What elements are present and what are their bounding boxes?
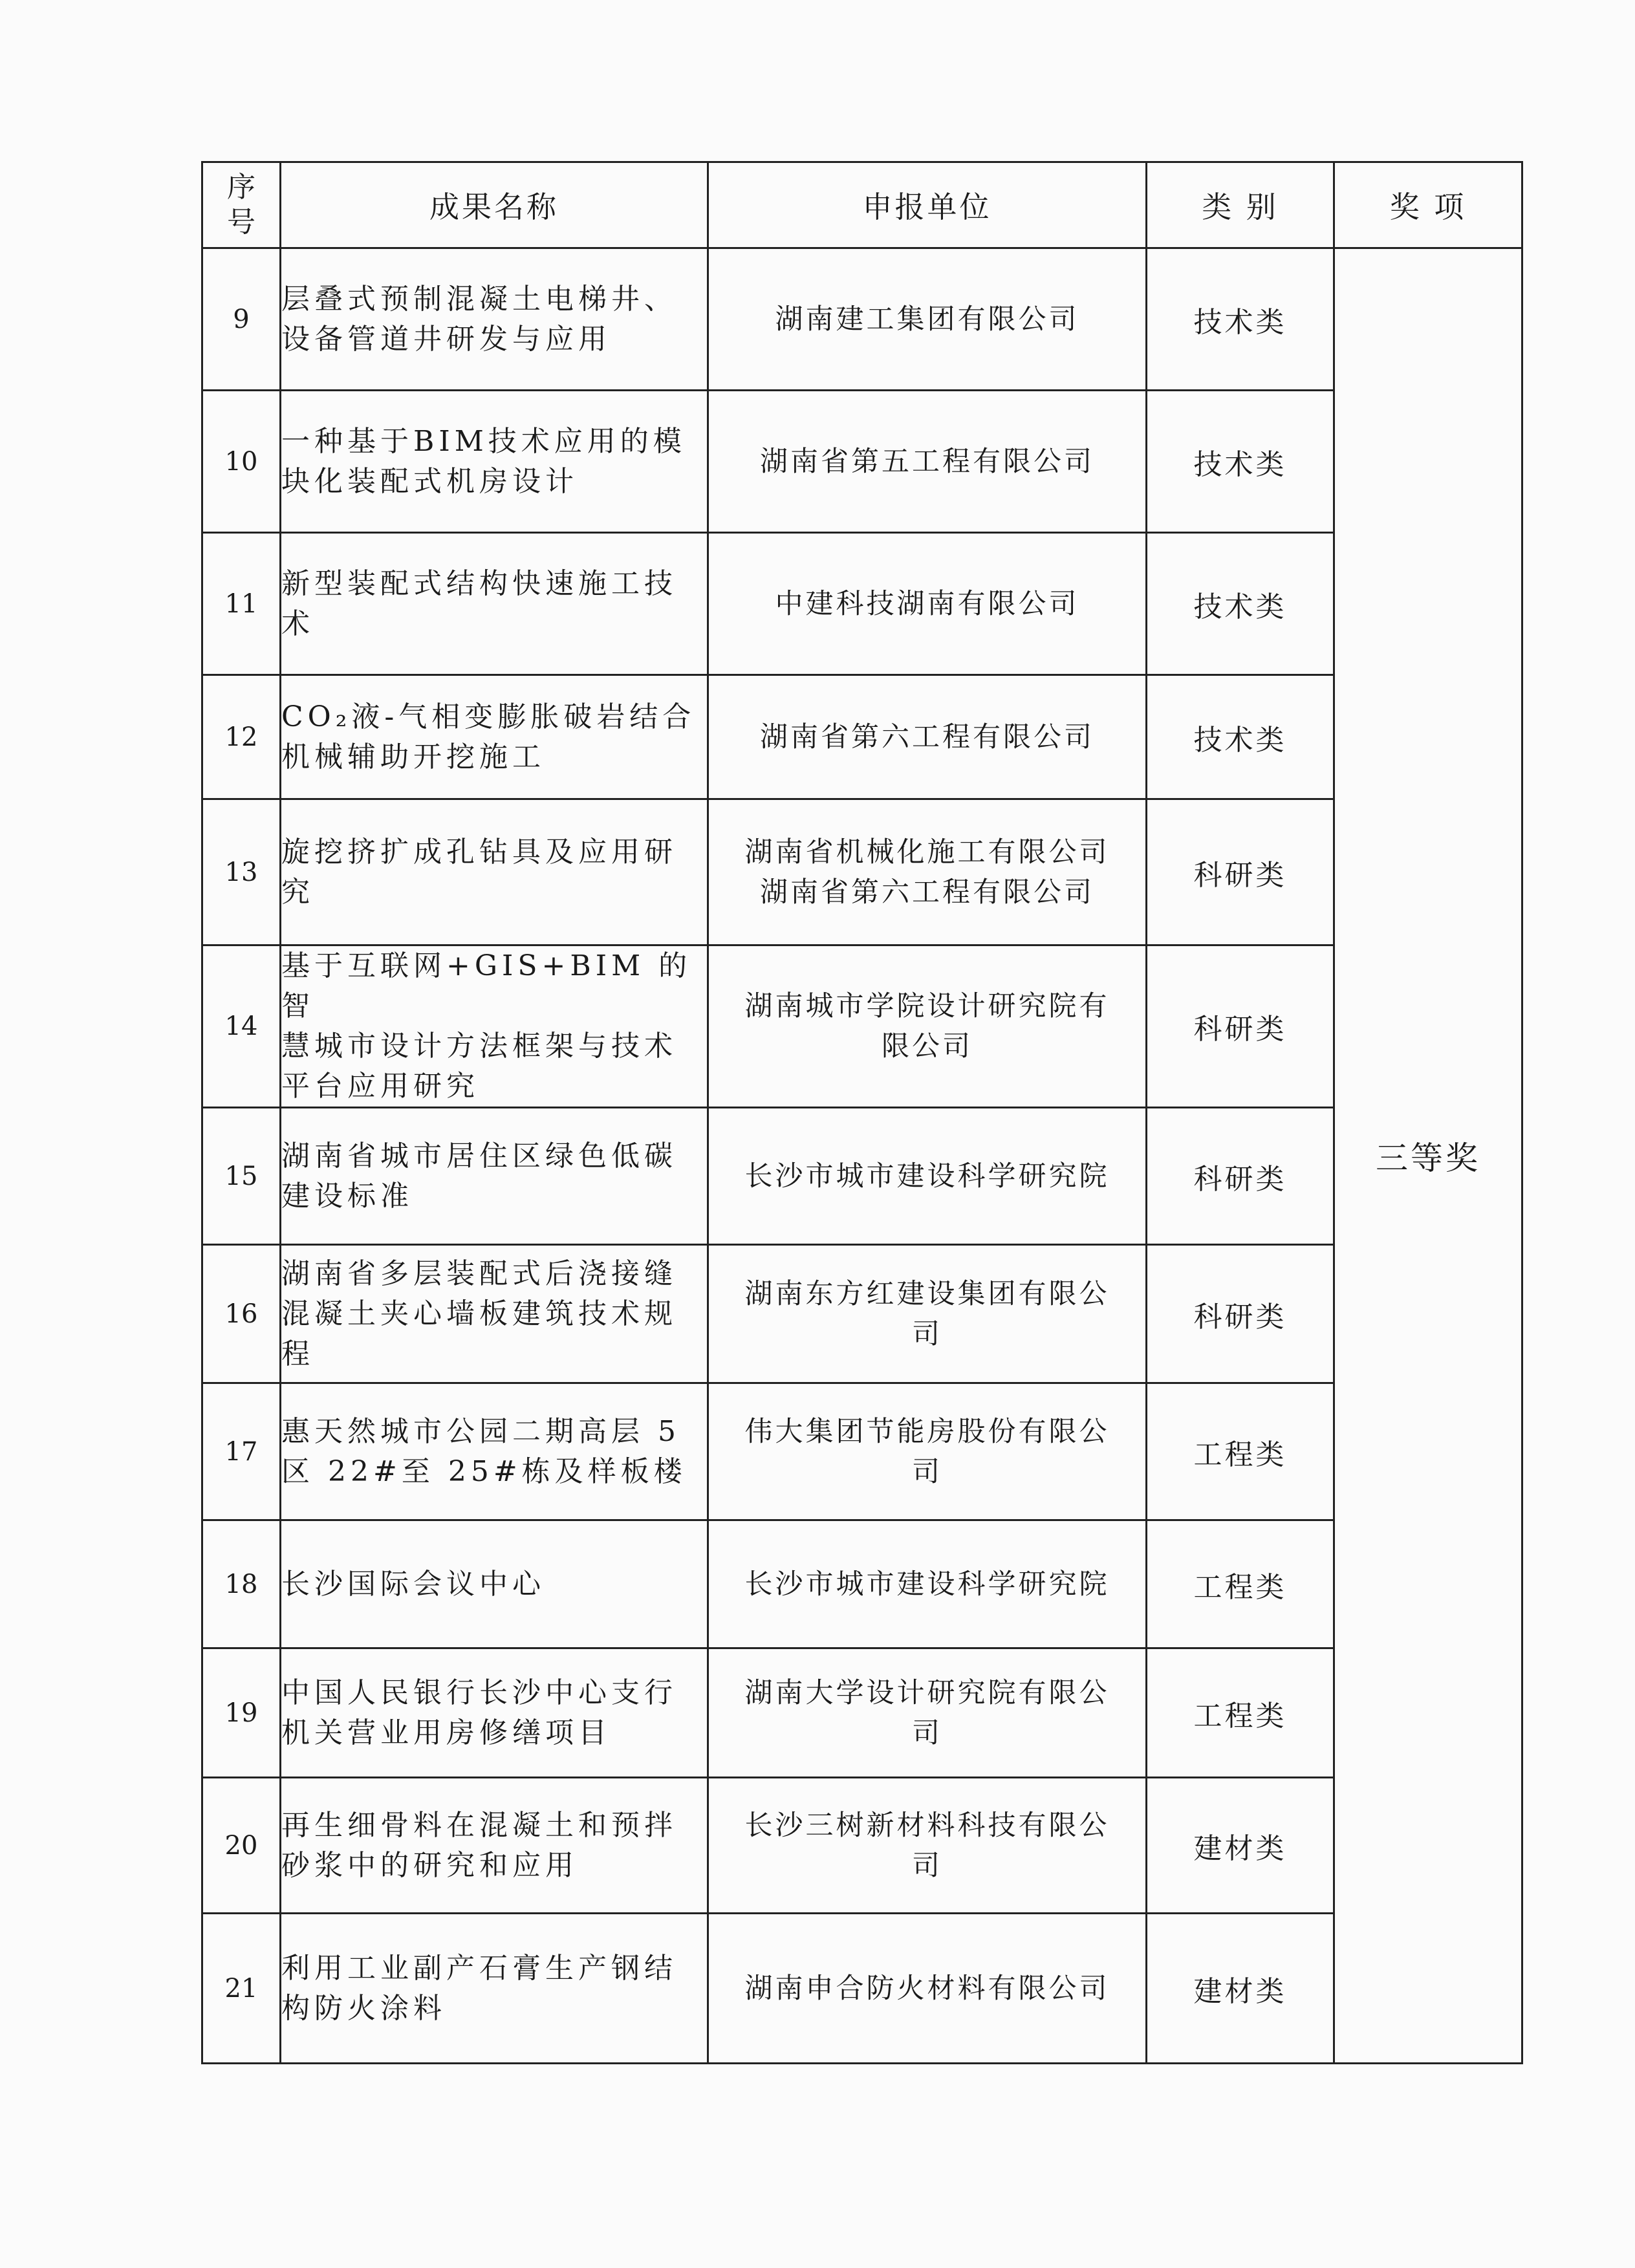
achievement-name-line: 慧城市设计方法框架与技术 [281, 1030, 677, 1063]
achievement-name-line: 平台应用研究 [281, 1070, 479, 1103]
row-achievement-name [281, 945, 708, 1108]
table-row [202, 945, 1522, 1108]
row-achievement-name [281, 675, 708, 799]
row-category: 科研类 [1147, 1245, 1334, 1383]
row-category: 技术类 [1147, 675, 1334, 799]
achievement-name-line: 区 22#至 25#栋及样板楼 [281, 1454, 687, 1488]
row-applicant-unit [708, 1914, 1147, 2064]
applicant-unit-line: 中建科技湖南有限公司 [775, 587, 1079, 620]
header-serial-bottom: 号 [227, 206, 255, 239]
achievement-name-line: 机关营业用房修缮项目 [281, 1716, 611, 1749]
row-achievement-name [281, 1245, 708, 1383]
row-applicant-unit [708, 391, 1147, 533]
table-row [202, 1914, 1522, 2064]
row-applicant-unit [708, 945, 1147, 1108]
applicant-unit-line: 湖南省机械化施工有限公司 [744, 836, 1110, 869]
applicant-unit-line: 湖南省第五工程有限公司 [760, 445, 1094, 478]
applicant-unit-line: 湖南省第六工程有限公司 [760, 876, 1094, 909]
row-serial-number: 16 [202, 1245, 281, 1383]
row-applicant-unit [708, 675, 1147, 799]
row-applicant-unit [708, 248, 1147, 391]
table-row [202, 799, 1522, 945]
applicant-unit-line: 司 [912, 1716, 942, 1749]
applicant-unit-line: 长沙市城市建设科学研究院 [744, 1160, 1110, 1193]
row-category: 技术类 [1147, 248, 1334, 391]
achievement-name-line: 旋挖挤扩成孔钻具及应用研 [281, 835, 677, 869]
header-serial-top: 序 [227, 171, 255, 204]
table-row [202, 248, 1522, 391]
row-category: 工程类 [1147, 1383, 1334, 1520]
row-achievement-name [281, 1648, 708, 1778]
applicant-unit-line: 限公司 [882, 1030, 973, 1063]
table-row [202, 1648, 1522, 1778]
applicant-unit-line: 湖南城市学院设计研究院有 [744, 990, 1110, 1022]
table-row [202, 1383, 1522, 1520]
row-serial-number: 20 [202, 1778, 281, 1914]
achievement-name-line: 湖南省城市居住区绿色低碳 [281, 1139, 677, 1172]
header-award: 奖 项 [1334, 162, 1522, 248]
achievement-name-line: 术 [281, 607, 314, 640]
achievement-name-line: 构防火涂料 [281, 1991, 446, 2025]
achievement-name-line: 惠天然城市公园二期高层 5 [281, 1414, 680, 1448]
achievement-name-line: 新型装配式结构快速施工技 [281, 567, 677, 600]
achievement-name-line: 混凝土夹心墙板建筑技术规 [281, 1297, 677, 1330]
row-serial-number: 13 [202, 799, 281, 945]
header-applicant-unit: 申报单位 [708, 162, 1147, 248]
row-category: 建材类 [1147, 1914, 1334, 2064]
row-serial-number: 9 [202, 248, 281, 391]
achievement-name-line: 层叠式预制混凝土电梯井、 [281, 282, 677, 316]
table-row [202, 1778, 1522, 1914]
row-applicant-unit [708, 533, 1147, 675]
achievement-name-line: CO₂液-气相变膨胀破岩结合 [281, 700, 696, 733]
row-serial-number: 18 [202, 1520, 281, 1648]
row-serial-number: 21 [202, 1914, 281, 2064]
achievement-name-line: 究 [281, 875, 314, 909]
row-applicant-unit [708, 1108, 1147, 1245]
applicant-unit-line: 长沙三树新材料科技有限公 [744, 1809, 1110, 1842]
row-achievement-name [281, 248, 708, 391]
achievement-name-line: 中国人民银行长沙中心支行 [281, 1676, 677, 1709]
applicant-unit-line: 长沙市城市建设科学研究院 [744, 1568, 1110, 1601]
achievement-name-line: 湖南省多层装配式后浇接缝 [281, 1257, 677, 1290]
table-row [202, 533, 1522, 675]
header-achievement-name: 成果名称 [281, 162, 708, 248]
row-category: 工程类 [1147, 1520, 1334, 1648]
applicant-unit-line: 湖南建工集团有限公司 [775, 303, 1079, 336]
achievement-name-line: 长沙国际会议中心 [281, 1567, 545, 1601]
row-category: 技术类 [1147, 533, 1334, 675]
row-applicant-unit [708, 1778, 1147, 1914]
achievement-name-line: 程 [281, 1337, 314, 1370]
row-achievement-name [281, 533, 708, 675]
row-category: 技术类 [1147, 391, 1334, 533]
header-row [202, 162, 1522, 248]
row-applicant-unit [708, 1383, 1147, 1520]
row-category: 科研类 [1147, 945, 1334, 1108]
applicant-unit-line: 司 [912, 1849, 942, 1882]
row-category: 科研类 [1147, 1108, 1334, 1245]
applicant-unit-line: 伟大集团节能房股份有限公 [744, 1415, 1110, 1448]
row-applicant-unit [708, 799, 1147, 945]
row-achievement-name [281, 391, 708, 533]
applicant-unit-line: 司 [912, 1455, 942, 1488]
achievement-name-line: 砂浆中的研究和应用 [281, 1848, 578, 1882]
header-serial-number [202, 162, 281, 248]
table-row [202, 391, 1522, 533]
awards-table [201, 161, 1523, 2064]
row-serial-number: 19 [202, 1648, 281, 1778]
row-serial-number: 12 [202, 675, 281, 799]
row-serial-number: 11 [202, 533, 281, 675]
achievement-name-line: 设备管道井研发与应用 [281, 322, 611, 356]
table-row [202, 1520, 1522, 1648]
row-category: 建材类 [1147, 1778, 1334, 1914]
applicant-unit-line: 湖南省第六工程有限公司 [760, 720, 1094, 753]
achievement-name-line: 块化装配式机房设计 [281, 464, 578, 498]
table-row [202, 1108, 1522, 1245]
row-achievement-name [281, 1383, 708, 1520]
applicant-unit-line: 湖南大学设计研究院有限公 [744, 1676, 1110, 1709]
header-category: 类 别 [1147, 162, 1334, 248]
applicant-unit-line: 湖南申合防火材料有限公司 [744, 1972, 1110, 2005]
applicant-unit-line: 湖南东方红建设集团有限公 [744, 1277, 1110, 1310]
row-achievement-name [281, 1778, 708, 1914]
achievement-name-line: 一种基于BIM技术应用的模 [281, 424, 686, 458]
row-applicant-unit [708, 1648, 1147, 1778]
achievement-name-line: 利用工业副产石膏生产钢结 [281, 1951, 677, 1985]
row-serial-number: 15 [202, 1108, 281, 1245]
achievement-name-line: 基于互联网+GIS+BIM 的智 [281, 949, 692, 1022]
row-achievement-name [281, 1520, 708, 1648]
row-applicant-unit [708, 1520, 1147, 1648]
row-achievement-name [281, 799, 708, 945]
achievement-name-line: 再生细骨料在混凝土和预拌 [281, 1808, 677, 1842]
row-applicant-unit [708, 1245, 1147, 1383]
table-row [202, 675, 1522, 799]
row-category: 科研类 [1147, 799, 1334, 945]
award-level-cell: 三等奖 [1334, 248, 1522, 2064]
row-achievement-name [281, 1914, 708, 2064]
row-achievement-name [281, 1108, 708, 1245]
achievement-name-line: 机械辅助开挖施工 [281, 740, 545, 773]
row-category: 工程类 [1147, 1648, 1334, 1778]
row-serial-number: 14 [202, 945, 281, 1108]
row-serial-number: 17 [202, 1383, 281, 1520]
achievement-name-line: 建设标准 [281, 1179, 413, 1213]
applicant-unit-line: 司 [912, 1317, 942, 1350]
table-row [202, 1245, 1522, 1383]
row-serial-number: 10 [202, 391, 281, 533]
